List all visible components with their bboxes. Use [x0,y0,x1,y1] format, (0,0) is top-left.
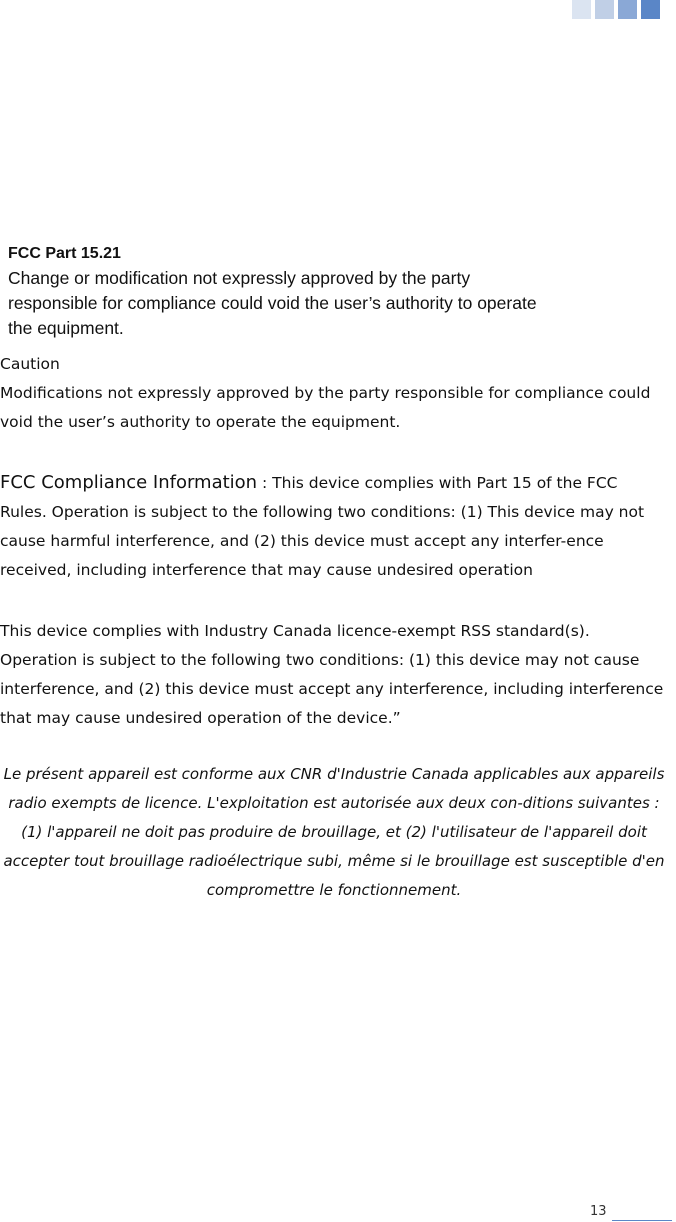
corner-square-2 [595,0,614,19]
corner-square-1 [572,0,591,19]
caution-text: Modifications not expressly approved by the party responsible for compliance could void the user’s authority to operate the equipment. [0,384,651,431]
industry-canada-paragraph: This device complies with Industry Canada licence-exempt RSS standard(s). Operation is subject to the following two conditions: (1) this device may not cause interference, and (2) this device must accept any interference, including interference that may cause undesired operation of the device.” [0,622,664,727]
corner-decoration [572,0,660,19]
fcc-part-body: Change or modification not expressly approved by the party responsible for compliance could void the user’s authority to operate the equipment. [8,268,537,338]
fcc-compliance-separator: : [257,474,273,492]
fcc-compliance-paragraph [0,468,668,585]
fcc-compliance-lead: FCC Compliance Information [0,472,258,493]
corner-square-3 [618,0,637,19]
corner-square-4 [641,0,660,19]
fcc-compliance-text: This device complies with Part 15 of the FCC Rules. Operation is subject to the following two conditions: (1) This device may not cause harmful interference, and (2) this device must accept any interfer-ence received, including interference that may cause undesired operation [0,474,645,579]
caution-title: Caution [0,355,60,373]
fcc-part-section [8,244,548,341]
page-number: 13 [590,1204,607,1219]
fcc-part-heading: FCC Part 15.21 [8,245,121,262]
footer-rule [612,1220,672,1221]
french-notice-paragraph: Le présent appareil est conforme aux CNR d'Industrie Canada applicables aux appareils radio exempts de licence. L'exploitation est autorisée aux deux con-ditions suivantes : (1) l'appareil ne doit pas produire de brouillage, et (2) l'utilisateur de l'appareil doit accepter tout brouillage radioélectrique subi, même si le brouillage est susceptible d'en compromettre le fonctionnement. [3,765,665,899]
